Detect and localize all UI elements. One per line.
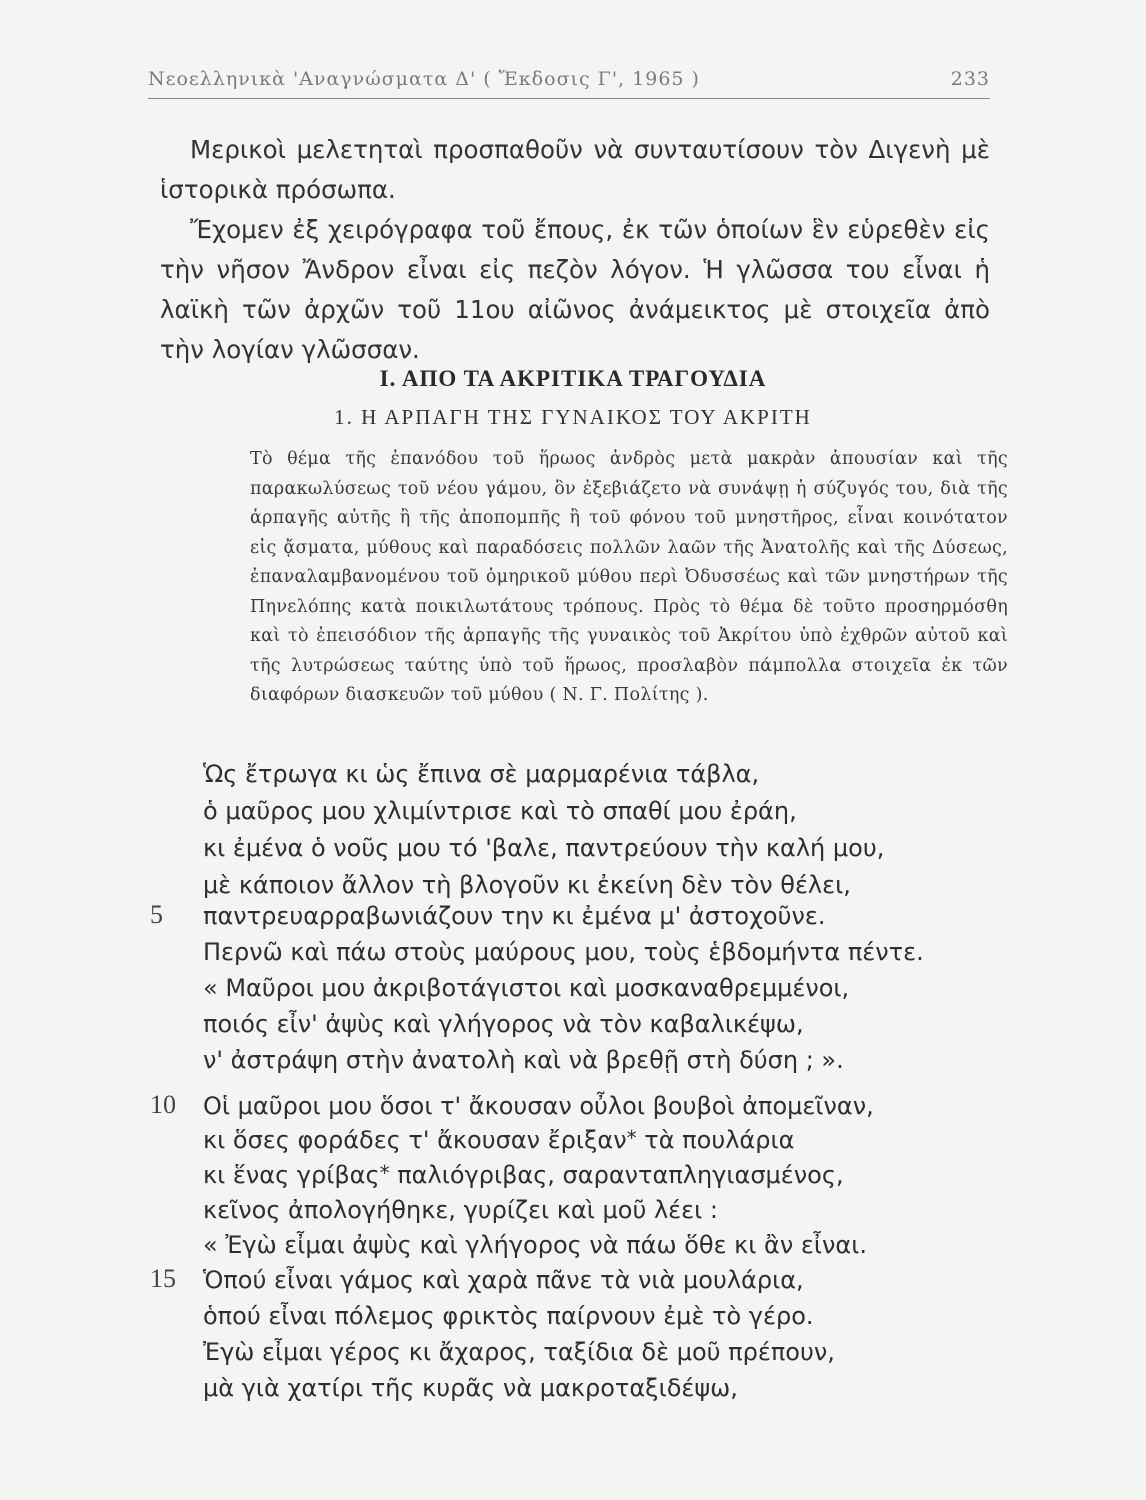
page-number: 233 <box>950 68 990 90</box>
verse-line: Περνῶ καὶ πάω στοὺς μαύρους μου, τοὺς ἑβδομήντα πέντε. <box>203 938 924 966</box>
line-number: 15 <box>150 1264 176 1293</box>
verse-line <box>203 1161 1003 1189</box>
verse-line: μὰ γιὰ χατίρι τῆς κυρᾶς νὰ μακροταξιδέψω, <box>203 1374 738 1402</box>
line-number: 5 <box>150 900 163 929</box>
verse-line: Ἐγὼ εἶμαι γέρος κι ἄχαρος, ταξίδια δὲ μοῦ πρέπουν, <box>203 1338 835 1366</box>
verse-line: ν' ἀστράψη στὴν ἀνατολὴ καὶ νὰ βρεθῇ στὴ δύση ; ». <box>203 1046 844 1074</box>
verse-line: Ὡς ἔτρωγα κι ὡς ἔπινα σὲ μαρμαρένια τάβλα, <box>203 760 760 788</box>
verse-line: ποιός εἶν' ἀψὺς καὶ γλήγορος νὰ τὸν καβαλικέψω, <box>203 1010 804 1038</box>
subsection-title: 1. Η ΑΡΠΑΓΗ ΤΗΣ ΓΥΝΑΙΚΟΣ ΤΟΥ ΑΚΡΙΤΗ <box>334 405 812 429</box>
verse-line: ὁπού εἶναι πόλεμος φρικτὸς παίρνουν ἐμὲ τὸ γέρο. <box>203 1302 814 1330</box>
header-title: Νεοελληνικὰ 'Αναγνώσματα Δ' ( Ἔκδοσις Γ', 1965 ) <box>148 68 700 90</box>
verse-line: « Ἐγὼ εἶμαι ἀψὺς καὶ γλήγορος νὰ πάω ὅθε κι ἂν εἶναι. <box>203 1231 867 1259</box>
verse-line: παντρευαρραβωνιάζουν την κι ἐμένα μ' ἀστοχοῦνε. <box>203 902 826 930</box>
verse-line-part: παλιόγριβας, σαρανταπληγιασμένος, <box>397 1161 844 1189</box>
verse-line: « Μαῦροι μου ἀκριβοτάγιστοι καὶ μοσκαναθρεμμένοι, <box>203 974 850 1002</box>
section-title: Ι. ΑΠΟ ΤΑ ΑΚΡΙΤΙΚΑ ΤΡΑΓΟΥΔΙΑ <box>379 366 767 391</box>
verse-line: Ὁπού εἶναι γάμος καὶ χαρὰ πᾶνε τὰ νιὰ μουλάρια, <box>203 1266 804 1294</box>
footnote-mark: * <box>379 1161 390 1185</box>
running-header <box>148 68 990 99</box>
verse-line-part: κι ὅσες φοράδες τ' ἄκουσαν ἔριξαν <box>203 1126 627 1154</box>
verse-line: Οἱ μαῦροι μου ὅσοι τ' ἄκουσαν οὖλοι βουβοὶ ἀπομεῖναν, <box>203 1092 874 1120</box>
intro-paragraph-1: Μερικοὶ μελετηταὶ προσπαθοῦν νὰ συνταυτίσουν τὸν Διγενὴ μὲ ἱστορικὰ πρόσωπα. <box>160 135 990 204</box>
footnote-mark: * <box>626 1126 637 1150</box>
verse-line: κι ἐμένα ὁ νοῦς μου τό 'βαλε, παντρεύουν τὴν καλή μου, <box>203 834 885 862</box>
verse-line-part: τὰ πουλάρια <box>644 1126 795 1154</box>
verse-line: κεῖνος ἀπολογήθηκε, γυρίζει καὶ μοῦ λέει : <box>203 1196 718 1224</box>
line-number: 10 <box>150 1090 176 1119</box>
verse-line <box>203 1126 1003 1154</box>
commentary: Τὸ θέμα τῆς ἐπανόδου τοῦ ἥρωος ἀνδρὸς μετὰ μακρὰν ἀπουσίαν καὶ τῆς παρακωλύσεως τοῦ νέου γάμου, ὃν ἐξεβιάζετο νὰ συνάψῃ ἡ σύζυγός του, διὰ τῆς ἁρπαγῆς αὐτῆς ἢ τῆς ἀποπομπῆς ἢ τοῦ φόνου τοῦ μνηστῆρος, εἶναι κοινότατον εἰς ᾄσματα, μύθους καὶ παραδόσεις πολλῶν λαῶν τῆς Ἀνατολῆς καὶ τῆς Δύσεως, ἐπαναλαμβανομένου τοῦ ὁμηρικοῦ μύθου περὶ Ὀδυσσέως καὶ τῶν μνηστήρων τῆς Πηνελόπης κατὰ ποικιλωτάτους τρόπους. Πρὸς τὸ θέμα δὲ τοῦτο προσηρμόσθη καὶ τὸ ἐπεισόδιον τῆς ἁρπαγῆς τῆς γυναικὸς τοῦ Ἀκρίτου ὑπὸ ἐχθρῶν αὐτοῦ καὶ τῆς λυτρώσεως ταύτης ὑπὸ τοῦ ἥρωος, προσλαβὸν πάμπολλα στοιχεῖα ἐκ τῶν διαφόρων διασκευῶν τοῦ μύθου ( Ν. Γ. Πολίτης ). <box>250 449 1008 705</box>
verse-line: ὁ μαῦρος μου χλιμίντρισε καὶ τὸ σπαθί μου ἐράη, <box>203 797 797 825</box>
intro-paragraph-2: Ἔχομεν ἐξ χειρόγραφα τοῦ ἔπους, ἐκ τῶν ὁποίων ἓν εὑρεθὲν εἰς τὴν νῆσον Ἄνδρον εἶναι εἰς πεζὸν λόγον. Ἡ γλῶσσα του εἶναι ἡ λαϊκὴ τῶν ἀρχῶν τοῦ 11ου αἰῶνος ἀνάμεικτος μὲ στοιχεῖα ἀπὸ τὴν λογίαν γλῶσσαν. <box>160 215 990 364</box>
verse-line: μὲ κάποιον ἄλλον τὴ βλογοῦν κι ἐκείνη δὲν τὸν θέλει, <box>203 871 851 899</box>
verse-line-part: κι ἕνας γρίβας <box>203 1161 380 1189</box>
